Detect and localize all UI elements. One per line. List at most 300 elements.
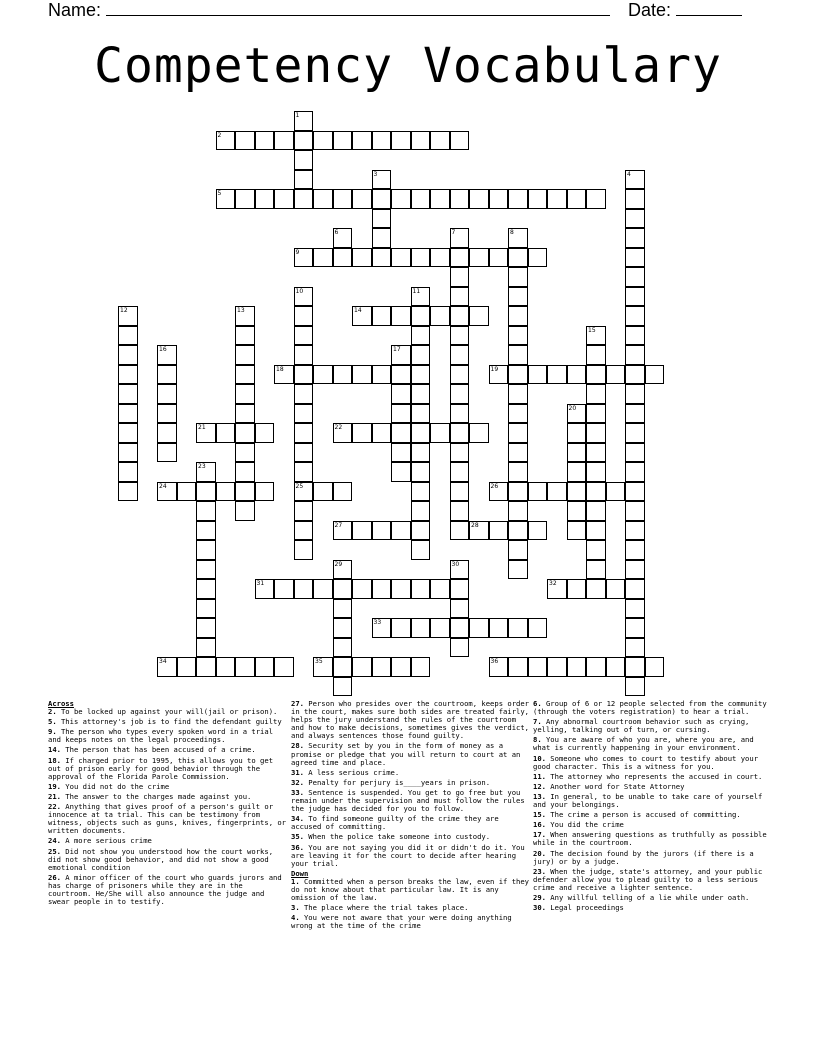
grid-cell[interactable]: [196, 579, 216, 599]
grid-cell[interactable]: [508, 228, 528, 248]
grid-cell[interactable]: [352, 423, 372, 443]
grid-cell[interactable]: [157, 657, 177, 677]
grid-cell[interactable]: [294, 111, 314, 131]
grid-cell[interactable]: [411, 287, 431, 307]
grid-cell[interactable]: [586, 423, 606, 443]
grid-cell[interactable]: [352, 248, 372, 268]
grid-cell[interactable]: [372, 170, 392, 190]
grid-cell[interactable]: [489, 657, 509, 677]
grid-cell[interactable]: [625, 345, 645, 365]
grid-cell[interactable]: [391, 423, 411, 443]
grid-cell[interactable]: [625, 599, 645, 619]
grid-cell[interactable]: [586, 579, 606, 599]
grid-cell[interactable]: [567, 657, 587, 677]
grid-cell[interactable]: [352, 306, 372, 326]
grid-cell[interactable]: [411, 423, 431, 443]
grid-cell[interactable]: [235, 326, 255, 346]
grid-cell[interactable]: [333, 228, 353, 248]
grid-cell[interactable]: [625, 677, 645, 697]
grid-cell[interactable]: [625, 657, 645, 677]
grid-cell[interactable]: [196, 423, 216, 443]
grid-cell[interactable]: [586, 189, 606, 209]
grid-cell[interactable]: [235, 482, 255, 502]
grid-cell[interactable]: [274, 657, 294, 677]
grid-cell[interactable]: [216, 189, 236, 209]
grid-cell[interactable]: [489, 189, 509, 209]
grid-cell[interactable]: [313, 579, 333, 599]
grid-cell[interactable]: [352, 579, 372, 599]
grid-cell[interactable]: [235, 657, 255, 677]
grid-cell[interactable]: [625, 501, 645, 521]
grid-cell[interactable]: [528, 248, 548, 268]
grid-cell[interactable]: [567, 404, 587, 424]
grid-cell[interactable]: [450, 345, 470, 365]
grid-cell[interactable]: [567, 189, 587, 209]
grid-cell[interactable]: [294, 326, 314, 346]
grid-cell[interactable]: [372, 365, 392, 385]
grid-cell[interactable]: [235, 189, 255, 209]
grid-cell[interactable]: [411, 306, 431, 326]
grid-cell[interactable]: [333, 248, 353, 268]
grid-cell[interactable]: [625, 170, 645, 190]
grid-cell[interactable]: [625, 267, 645, 287]
grid-cell[interactable]: [508, 267, 528, 287]
grid-cell[interactable]: [313, 189, 333, 209]
grid-cell[interactable]: [391, 131, 411, 151]
grid-cell[interactable]: [508, 501, 528, 521]
grid-cell[interactable]: [294, 579, 314, 599]
grid-cell[interactable]: [430, 131, 450, 151]
grid-cell[interactable]: [411, 618, 431, 638]
grid-cell[interactable]: [235, 384, 255, 404]
grid-cell[interactable]: [411, 579, 431, 599]
grid-cell[interactable]: [333, 423, 353, 443]
grid-cell[interactable]: [235, 404, 255, 424]
grid-cell[interactable]: [625, 560, 645, 580]
grid-cell[interactable]: [352, 521, 372, 541]
grid-cell[interactable]: [430, 423, 450, 443]
grid-cell[interactable]: [450, 560, 470, 580]
grid-cell[interactable]: [333, 618, 353, 638]
grid-cell[interactable]: [294, 443, 314, 463]
grid-cell[interactable]: [274, 131, 294, 151]
grid-cell[interactable]: [255, 482, 275, 502]
grid-cell[interactable]: [196, 560, 216, 580]
grid-cell[interactable]: [333, 482, 353, 502]
grid-cell[interactable]: [625, 189, 645, 209]
grid-cell[interactable]: [391, 345, 411, 365]
grid-cell[interactable]: [235, 501, 255, 521]
grid-cell[interactable]: [586, 501, 606, 521]
grid-cell[interactable]: [547, 365, 567, 385]
grid-cell[interactable]: [450, 228, 470, 248]
grid-cell[interactable]: [411, 248, 431, 268]
grid-cell[interactable]: [469, 248, 489, 268]
grid-cell[interactable]: [411, 189, 431, 209]
grid-cell[interactable]: [625, 482, 645, 502]
grid-cell[interactable]: [430, 189, 450, 209]
grid-cell[interactable]: [567, 579, 587, 599]
grid-cell[interactable]: [391, 404, 411, 424]
grid-cell[interactable]: [274, 189, 294, 209]
grid-cell[interactable]: [489, 618, 509, 638]
grid-cell[interactable]: [372, 306, 392, 326]
grid-cell[interactable]: [469, 189, 489, 209]
grid-cell[interactable]: [645, 657, 665, 677]
grid-cell[interactable]: [235, 365, 255, 385]
grid-cell[interactable]: [528, 657, 548, 677]
grid-cell[interactable]: [235, 423, 255, 443]
grid-cell[interactable]: [372, 657, 392, 677]
grid-cell[interactable]: [625, 306, 645, 326]
grid-cell[interactable]: [216, 423, 236, 443]
grid-cell[interactable]: [411, 326, 431, 346]
grid-cell[interactable]: [411, 521, 431, 541]
grid-cell[interactable]: [411, 657, 431, 677]
grid-cell[interactable]: [625, 228, 645, 248]
grid-cell[interactable]: [450, 404, 470, 424]
grid-cell[interactable]: [586, 365, 606, 385]
grid-cell[interactable]: [294, 462, 314, 482]
grid-cell[interactable]: [235, 306, 255, 326]
grid-cell[interactable]: [625, 521, 645, 541]
grid-cell[interactable]: [450, 482, 470, 502]
grid-cell[interactable]: [294, 501, 314, 521]
grid-cell[interactable]: [118, 306, 138, 326]
grid-cell[interactable]: [625, 384, 645, 404]
grid-cell[interactable]: [333, 579, 353, 599]
grid-cell[interactable]: [333, 599, 353, 619]
grid-cell[interactable]: [294, 189, 314, 209]
grid-cell[interactable]: [450, 384, 470, 404]
grid-cell[interactable]: [157, 423, 177, 443]
grid-cell[interactable]: [294, 521, 314, 541]
grid-cell[interactable]: [196, 462, 216, 482]
grid-cell[interactable]: [625, 462, 645, 482]
grid-cell[interactable]: [508, 287, 528, 307]
grid-cell[interactable]: [508, 521, 528, 541]
grid-cell[interactable]: [567, 423, 587, 443]
grid-cell[interactable]: [294, 482, 314, 502]
grid-cell[interactable]: [606, 657, 626, 677]
grid-cell[interactable]: [586, 521, 606, 541]
grid-cell[interactable]: [567, 365, 587, 385]
grid-cell[interactable]: [274, 365, 294, 385]
grid-cell[interactable]: [450, 599, 470, 619]
grid-cell[interactable]: [294, 287, 314, 307]
grid-cell[interactable]: [294, 540, 314, 560]
grid-cell[interactable]: [586, 657, 606, 677]
grid-cell[interactable]: [352, 365, 372, 385]
grid-cell[interactable]: [469, 423, 489, 443]
grid-cell[interactable]: [196, 540, 216, 560]
grid-cell[interactable]: [489, 365, 509, 385]
grid-cell[interactable]: [547, 482, 567, 502]
grid-cell[interactable]: [567, 482, 587, 502]
grid-cell[interactable]: [391, 579, 411, 599]
grid-cell[interactable]: [567, 501, 587, 521]
grid-cell[interactable]: [508, 365, 528, 385]
grid-cell[interactable]: [411, 501, 431, 521]
grid-cell[interactable]: [586, 462, 606, 482]
grid-cell[interactable]: [216, 482, 236, 502]
grid-cell[interactable]: [528, 482, 548, 502]
grid-cell[interactable]: [294, 170, 314, 190]
grid-cell[interactable]: [508, 482, 528, 502]
grid-cell[interactable]: [157, 365, 177, 385]
grid-cell[interactable]: [177, 657, 197, 677]
grid-cell[interactable]: [255, 189, 275, 209]
grid-cell[interactable]: [645, 365, 665, 385]
grid-cell[interactable]: [625, 404, 645, 424]
grid-cell[interactable]: [625, 638, 645, 658]
grid-cell[interactable]: [625, 423, 645, 443]
grid-cell[interactable]: [235, 462, 255, 482]
grid-cell[interactable]: [372, 579, 392, 599]
grid-cell[interactable]: [625, 618, 645, 638]
grid-cell[interactable]: [333, 189, 353, 209]
grid-cell[interactable]: [118, 462, 138, 482]
grid-cell[interactable]: [508, 326, 528, 346]
grid-cell[interactable]: [547, 189, 567, 209]
grid-cell[interactable]: [411, 131, 431, 151]
grid-cell[interactable]: [372, 248, 392, 268]
grid-cell[interactable]: [450, 423, 470, 443]
grid-cell[interactable]: [528, 618, 548, 638]
grid-cell[interactable]: [118, 365, 138, 385]
grid-cell[interactable]: [196, 482, 216, 502]
grid-cell[interactable]: [567, 521, 587, 541]
grid-cell[interactable]: [294, 365, 314, 385]
grid-cell[interactable]: [372, 423, 392, 443]
grid-cell[interactable]: [196, 657, 216, 677]
grid-cell[interactable]: [157, 443, 177, 463]
grid-cell[interactable]: [391, 657, 411, 677]
grid-cell[interactable]: [391, 248, 411, 268]
grid-cell[interactable]: [352, 131, 372, 151]
grid-cell[interactable]: [157, 482, 177, 502]
grid-cell[interactable]: [411, 540, 431, 560]
grid-cell[interactable]: [547, 657, 567, 677]
grid-cell[interactable]: [489, 248, 509, 268]
grid-cell[interactable]: [333, 560, 353, 580]
grid-cell[interactable]: [372, 228, 392, 248]
grid-cell[interactable]: [294, 306, 314, 326]
grid-cell[interactable]: [391, 384, 411, 404]
grid-cell[interactable]: [196, 599, 216, 619]
grid-cell[interactable]: [586, 443, 606, 463]
grid-cell[interactable]: [372, 131, 392, 151]
grid-cell[interactable]: [450, 248, 470, 268]
grid-cell[interactable]: [333, 657, 353, 677]
grid-cell[interactable]: [411, 365, 431, 385]
grid-cell[interactable]: [469, 306, 489, 326]
grid-cell[interactable]: [586, 540, 606, 560]
grid-cell[interactable]: [196, 618, 216, 638]
grid-cell[interactable]: [216, 657, 236, 677]
grid-cell[interactable]: [625, 248, 645, 268]
grid-cell[interactable]: [294, 131, 314, 151]
grid-cell[interactable]: [625, 365, 645, 385]
grid-cell[interactable]: [450, 443, 470, 463]
grid-cell[interactable]: [450, 131, 470, 151]
grid-cell[interactable]: [528, 521, 548, 541]
grid-cell[interactable]: [469, 521, 489, 541]
grid-cell[interactable]: [508, 618, 528, 638]
grid-cell[interactable]: [450, 618, 470, 638]
grid-cell[interactable]: [313, 482, 333, 502]
grid-cell[interactable]: [391, 365, 411, 385]
grid-cell[interactable]: [508, 423, 528, 443]
grid-cell[interactable]: [606, 579, 626, 599]
grid-cell[interactable]: [391, 306, 411, 326]
grid-cell[interactable]: [157, 404, 177, 424]
grid-cell[interactable]: [294, 384, 314, 404]
grid-cell[interactable]: [294, 423, 314, 443]
grid-cell[interactable]: [196, 638, 216, 658]
grid-cell[interactable]: [528, 189, 548, 209]
grid-cell[interactable]: [606, 482, 626, 502]
grid-cell[interactable]: [450, 267, 470, 287]
grid-cell[interactable]: [372, 618, 392, 638]
grid-cell[interactable]: [508, 189, 528, 209]
grid-cell[interactable]: [391, 618, 411, 638]
grid-cell[interactable]: [313, 131, 333, 151]
grid-cell[interactable]: [118, 384, 138, 404]
grid-cell[interactable]: [469, 618, 489, 638]
grid-cell[interactable]: [508, 560, 528, 580]
grid-cell[interactable]: [391, 462, 411, 482]
grid-cell[interactable]: [333, 131, 353, 151]
grid-cell[interactable]: [430, 618, 450, 638]
grid-cell[interactable]: [625, 540, 645, 560]
grid-cell[interactable]: [333, 365, 353, 385]
grid-cell[interactable]: [430, 579, 450, 599]
grid-cell[interactable]: [625, 443, 645, 463]
grid-cell[interactable]: [430, 306, 450, 326]
grid-cell[interactable]: [352, 189, 372, 209]
grid-cell[interactable]: [508, 384, 528, 404]
name-label: Name:: [48, 0, 102, 20]
grid-cell[interactable]: [508, 443, 528, 463]
grid-cell[interactable]: [294, 150, 314, 170]
grid-cell[interactable]: [508, 345, 528, 365]
grid-cell[interactable]: [196, 521, 216, 541]
grid-cell[interactable]: [450, 189, 470, 209]
grid-cell[interactable]: [586, 345, 606, 365]
grid-cell[interactable]: [255, 579, 275, 599]
grid-cell[interactable]: [411, 482, 431, 502]
grid-cell[interactable]: [450, 287, 470, 307]
grid-cell[interactable]: [411, 462, 431, 482]
grid-cell[interactable]: [118, 326, 138, 346]
grid-cell[interactable]: [235, 443, 255, 463]
grid-cell[interactable]: [606, 365, 626, 385]
grid-cell[interactable]: [586, 326, 606, 346]
grid-cell[interactable]: [450, 462, 470, 482]
grid-cell[interactable]: [255, 131, 275, 151]
grid-cell[interactable]: [255, 423, 275, 443]
grid-cell[interactable]: [391, 189, 411, 209]
grid-cell[interactable]: [372, 189, 392, 209]
grid-cell[interactable]: [411, 384, 431, 404]
grid-cell[interactable]: [508, 248, 528, 268]
grid-cell[interactable]: [567, 443, 587, 463]
grid-cell[interactable]: [255, 657, 275, 677]
grid-cell[interactable]: [586, 482, 606, 502]
grid-cell[interactable]: [586, 384, 606, 404]
grid-cell[interactable]: [625, 209, 645, 229]
grid-cell[interactable]: [528, 365, 548, 385]
grid-cell[interactable]: [430, 248, 450, 268]
grid-cell[interactable]: [274, 579, 294, 599]
grid-cell[interactable]: [508, 462, 528, 482]
grid-cell[interactable]: [118, 482, 138, 502]
grid-cell[interactable]: [333, 521, 353, 541]
grid-cell[interactable]: [391, 443, 411, 463]
grid-cell[interactable]: [391, 521, 411, 541]
grid-cell[interactable]: [333, 677, 353, 697]
grid-cell[interactable]: [450, 638, 470, 658]
grid-cell[interactable]: [508, 404, 528, 424]
grid-cell[interactable]: [118, 443, 138, 463]
grid-cell[interactable]: [235, 131, 255, 151]
grid-cell[interactable]: [625, 326, 645, 346]
grid-cell[interactable]: [450, 521, 470, 541]
grid-cell[interactable]: [489, 482, 509, 502]
grid-cell[interactable]: [313, 657, 333, 677]
grid-cell[interactable]: [586, 404, 606, 424]
grid-cell[interactable]: [567, 462, 587, 482]
grid-cell[interactable]: [450, 501, 470, 521]
grid-cell[interactable]: [547, 579, 567, 599]
grid-cell[interactable]: [196, 501, 216, 521]
grid-cell[interactable]: [177, 482, 197, 502]
grid-cell[interactable]: [450, 365, 470, 385]
grid-cell[interactable]: [313, 365, 333, 385]
grid-cell[interactable]: [294, 345, 314, 365]
grid-cell[interactable]: [450, 306, 470, 326]
grid-cell[interactable]: [508, 306, 528, 326]
grid-cell[interactable]: [508, 540, 528, 560]
grid-cell[interactable]: [411, 443, 431, 463]
grid-cell[interactable]: [313, 248, 333, 268]
grid-cell[interactable]: [411, 404, 431, 424]
grid-cell[interactable]: [450, 326, 470, 346]
grid-cell[interactable]: [411, 345, 431, 365]
clue-item-number: 6.: [533, 699, 542, 708]
grid-cell[interactable]: [508, 657, 528, 677]
grid-cell[interactable]: [294, 248, 314, 268]
grid-cell[interactable]: [157, 384, 177, 404]
grid-cell[interactable]: [625, 287, 645, 307]
grid-cell[interactable]: [586, 560, 606, 580]
grid-cell[interactable]: [216, 131, 236, 151]
grid-cell[interactable]: [625, 579, 645, 599]
grid-cell[interactable]: [157, 345, 177, 365]
grid-cell[interactable]: [333, 638, 353, 658]
grid-cell[interactable]: [118, 423, 138, 443]
grid-cell[interactable]: [118, 404, 138, 424]
grid-cell[interactable]: [372, 209, 392, 229]
grid-cell[interactable]: [372, 521, 392, 541]
grid-cell[interactable]: [352, 657, 372, 677]
grid-cell[interactable]: [294, 404, 314, 424]
grid-cell[interactable]: [118, 345, 138, 365]
grid-cell[interactable]: [235, 345, 255, 365]
grid-cell[interactable]: [489, 521, 509, 541]
grid-cell[interactable]: [450, 579, 470, 599]
